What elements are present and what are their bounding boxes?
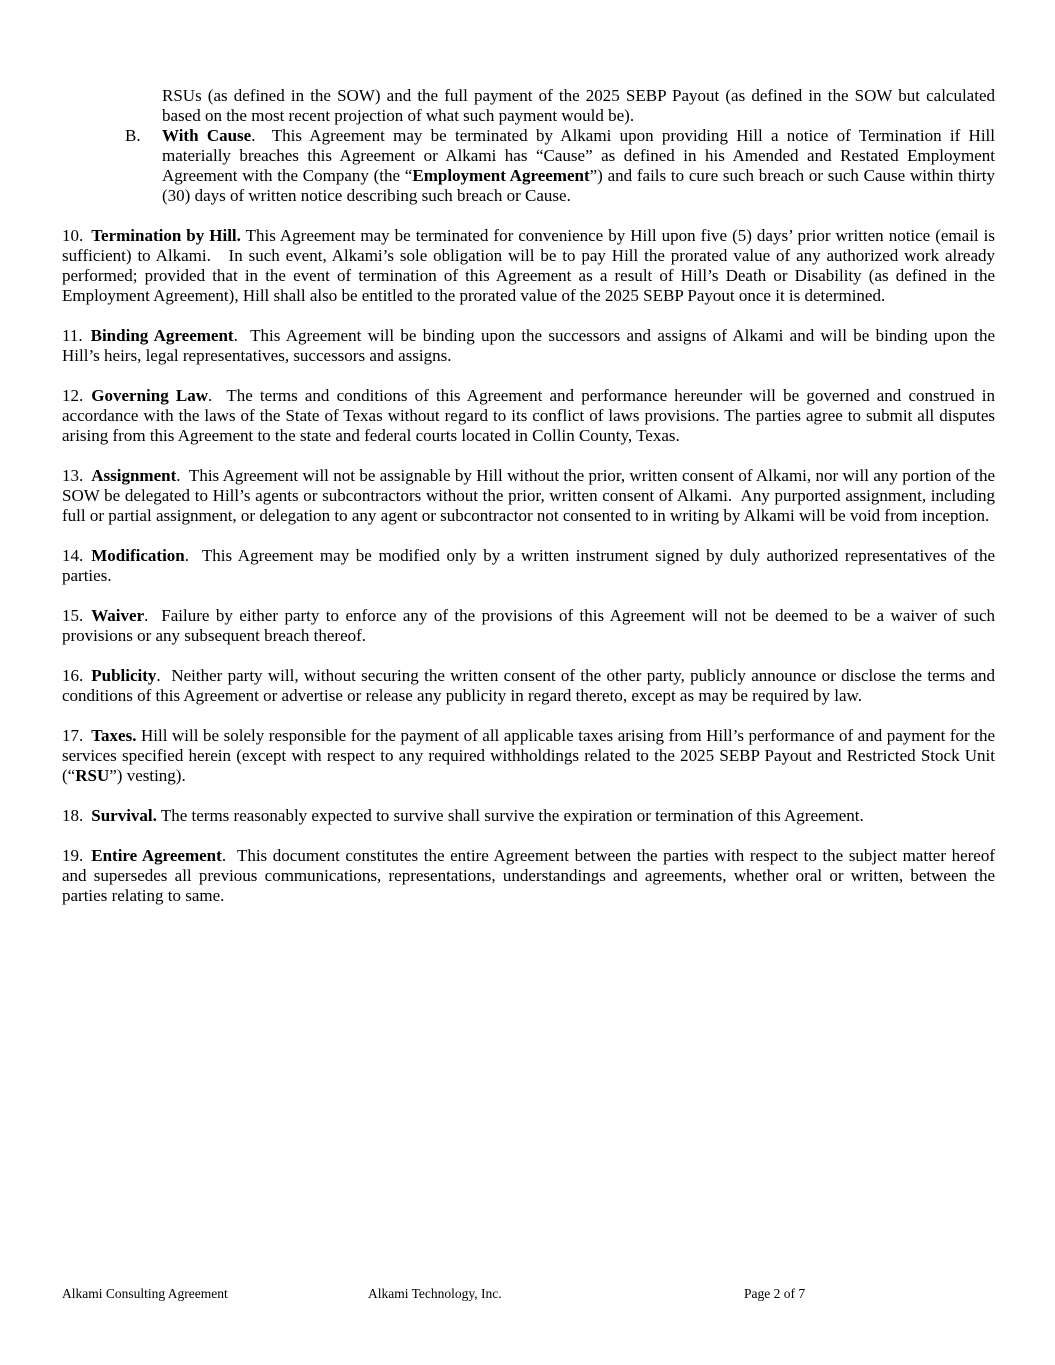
section-title: Termination by Hill. [91, 226, 241, 245]
section-number: 10. [62, 226, 84, 245]
section-body: . This Agreement will be binding upon the successors and assigns of Alkami and will be binding upon the Hill’s heirs, legal representatives, successors and assigns. [62, 326, 996, 365]
section-number: 15. [62, 606, 84, 625]
section-number: 18. [62, 806, 84, 825]
list-item-b-text: With Cause. This Agreement may be terminated by Alkami upon providing Hill a notice of Termination if Hill materially breaches this Agreement or Alkami has “Cause” as defined in his Amended and Restated Employment Agreement with the Company (the “Employment Agreement”) and fails to cure such breach or such Cause within thirty (30) days of written notice describing such breach or Cause. [162, 126, 995, 205]
section-number: 11. [62, 326, 83, 345]
section-title: Assignment [91, 466, 177, 485]
footer-document-title: Alkami Consulting Agreement [62, 1286, 228, 1301]
continuation-paragraph: RSUs (as defined in the SOW) and the full payment of the 2025 SEBP Payout (as defined in the SOW but calculated based on the most recent projection of what such payment would be). [162, 86, 995, 125]
section-title: Taxes. [91, 726, 137, 745]
section-number: 14. [62, 546, 84, 565]
section-title: Binding Agreement [90, 326, 234, 345]
section-body: The terms reasonably expected to survive shall survive the expiration or termination of this Agreement. [156, 806, 864, 825]
footer-company-name: Alkami Technology, Inc. [368, 1286, 502, 1301]
section-15-waiver [62, 606, 995, 646]
section-number: 13. [62, 466, 84, 485]
section-body: . This Agreement may be modified only by a written instrument signed by duly authorized representatives of the parties. [62, 546, 995, 585]
list-item-b [62, 126, 995, 206]
section-17-taxes [62, 726, 995, 786]
section-18-survival [62, 806, 995, 826]
section-11-binding-agreement [62, 326, 995, 366]
section-body: . Neither party will, without securing the written consent of the other party, publicly announce or disclose the terms and conditions of this Agreement or advertise or release any publicity in regard thereto, except as may be required by law. [62, 666, 995, 705]
section-number: 17. [62, 726, 84, 745]
section-title: Entire Agreement [91, 846, 222, 865]
section-body: . The terms and conditions of this Agreement and performance hereunder will be governed and construed in accordance with the laws of the State of Texas without regard to its conflict of laws provisions. The parties agree to submit all disputes arising from this Agreement to the state and federal courts located in Collin County, Texas. [62, 386, 995, 445]
section-body: . This document constitutes the entire Agreement between the parties with respect to the subject matter hereof and supersedes all previous communications, representations, understandings and agreements, whether oral or written, between the parties relating to same. [62, 846, 996, 905]
page-footer [62, 1286, 995, 1306]
section-14-modification [62, 546, 995, 586]
section-13-assignment [62, 466, 995, 526]
section-title: Publicity [91, 666, 157, 685]
section-number: 12. [62, 386, 84, 405]
section-16-publicity [62, 666, 995, 706]
section-body: Hill will be solely responsible for the payment of all applicable taxes arising from Hill’s performance of and payment for the services specified herein (except with respect to any required withholdings related to the 2025 SEBP Payout and Restricted Stock Unit (“RSU”) vesting). [62, 726, 995, 785]
section-10-termination-by-hill [62, 226, 995, 306]
section-title: Waiver [91, 606, 145, 625]
section-title: Survival. [91, 806, 157, 825]
section-number: 19. [62, 846, 84, 865]
list-item-b-label: B. [125, 126, 141, 145]
section-body: . Failure by either party to enforce any of the provisions of this Agreement will not be deemed to be a waiver of such provisions or any subsequent breach thereof. [62, 606, 995, 645]
section-12-governing-law [62, 386, 995, 446]
section-19-entire-agreement [62, 846, 995, 906]
footer-page-number: Page 2 of 7 [744, 1286, 806, 1301]
section-title: Modification [91, 546, 185, 565]
section-number: 16. [62, 666, 84, 685]
section-body: . This Agreement will not be assignable by Hill without the prior, written consent of Alkami, nor will any portion of the SOW be delegated to Hill’s agents or subcontractors without the prior, written consent of Alkami. Any purported assignment, including full or partial assignment, or delegation to any agent or subcontractor not consented to in writing by Alkami will be void from inception. [62, 466, 995, 525]
section-title: Governing Law [91, 386, 208, 405]
document-body [62, 86, 995, 906]
section-body: This Agreement may be terminated for convenience by Hill upon five (5) days’ prior written notice (email is sufficient) to Alkami. In such event, Alkami’s sole obligation will be to pay Hill the prorated value of any authorized work already performed; provided that in the event of termination of this Agreement as a result of Hill’s Death or Disability (as defined in the Employment Agreement), Hill shall also be entitled to the prorated value of the 2025 SEBP Payout once it is determined. [62, 226, 995, 305]
